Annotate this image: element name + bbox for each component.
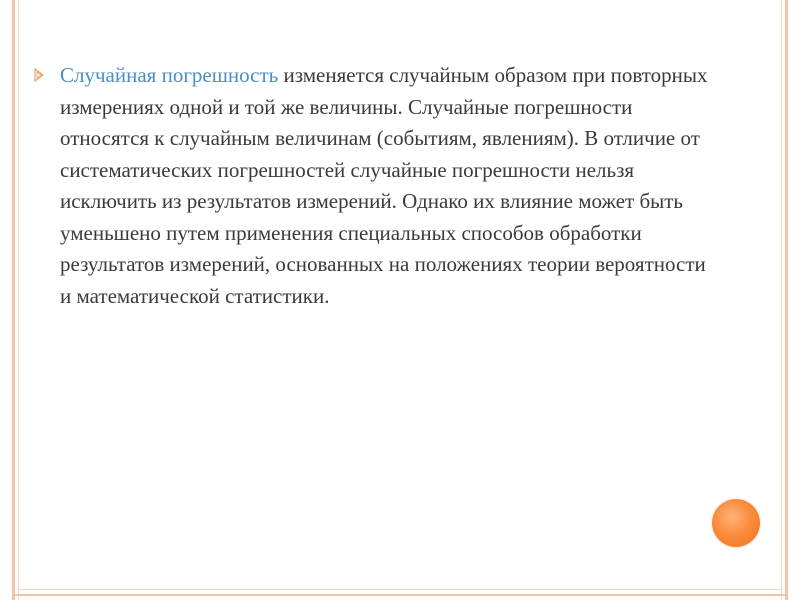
slide-frame-bottom (12, 594, 788, 596)
body-text: изменяется случайным образом при повторных измерениях одной и той же величины. Случайные погрешности относятся к случайным величинам (событиям, явлениям). В отличие от систематических погрешностей случайные погрешности нельзя исключить из результатов измерений. Однако их влияние может быть уменьшено путем применения специальных способов обработки результатов измерений, основанных на положениях теории вероятности и математической статистики. (60, 63, 708, 308)
bullet-paragraph (60, 60, 720, 312)
diamond-bullet-icon (32, 68, 46, 82)
bullet-item (32, 60, 732, 312)
slide-content (32, 60, 732, 312)
highlight-term: Случайная погрешность (60, 63, 279, 87)
slide-frame-bottom-inner (18, 589, 782, 590)
orange-circle-decoration (712, 499, 760, 547)
